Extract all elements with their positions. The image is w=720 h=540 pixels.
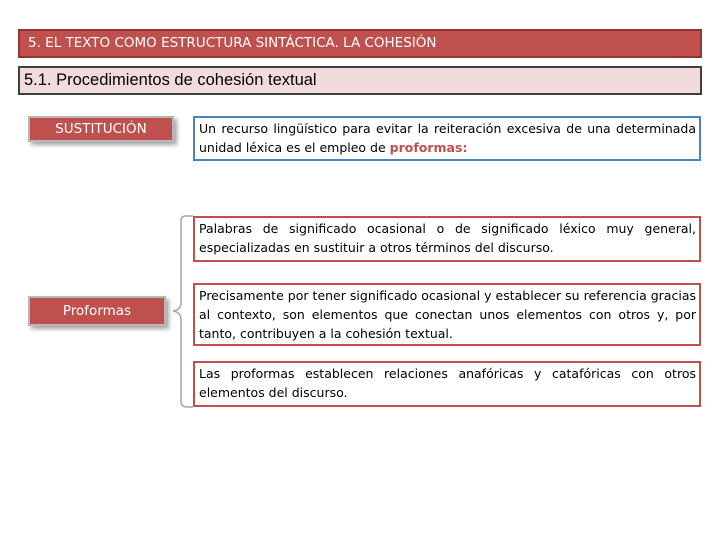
proformas-item-2: Precisamente por tener significado ocasional y establecer su referencia gracias al contexto, son elementos que conectan unos elementos con otros y, por tanto, contribuyen a la cohesión textual. — [193, 283, 701, 346]
definition-colon: : — [462, 140, 468, 155]
sustitucion-label: SUSTITUCIÓN — [28, 116, 174, 142]
proformas-item-1: Palabras de significado ocasional o de significado léxico muy general, especializadas en sustituir a otros términos del discurso. — [193, 216, 701, 262]
proformas-item-3: Las proformas establecen relaciones anafóricas y catafóricas con otros elementos del discurso. — [193, 361, 701, 407]
brace-path — [173, 216, 193, 407]
proformas-label: Proformas — [28, 296, 166, 326]
section-subtitle: 5.1. Procedimientos de cohesión textual — [18, 66, 702, 95]
slide-title: 5. EL TEXTO COMO ESTRUCTURA SINTÁCTICA. LA COHESIÓN — [18, 29, 702, 58]
proformas-highlight: proformas — [389, 140, 463, 155]
definition-text: Un recurso lingüístico para evitar la reiteración excesiva de una determinada unidad léxica es el empleo de — [199, 121, 696, 155]
